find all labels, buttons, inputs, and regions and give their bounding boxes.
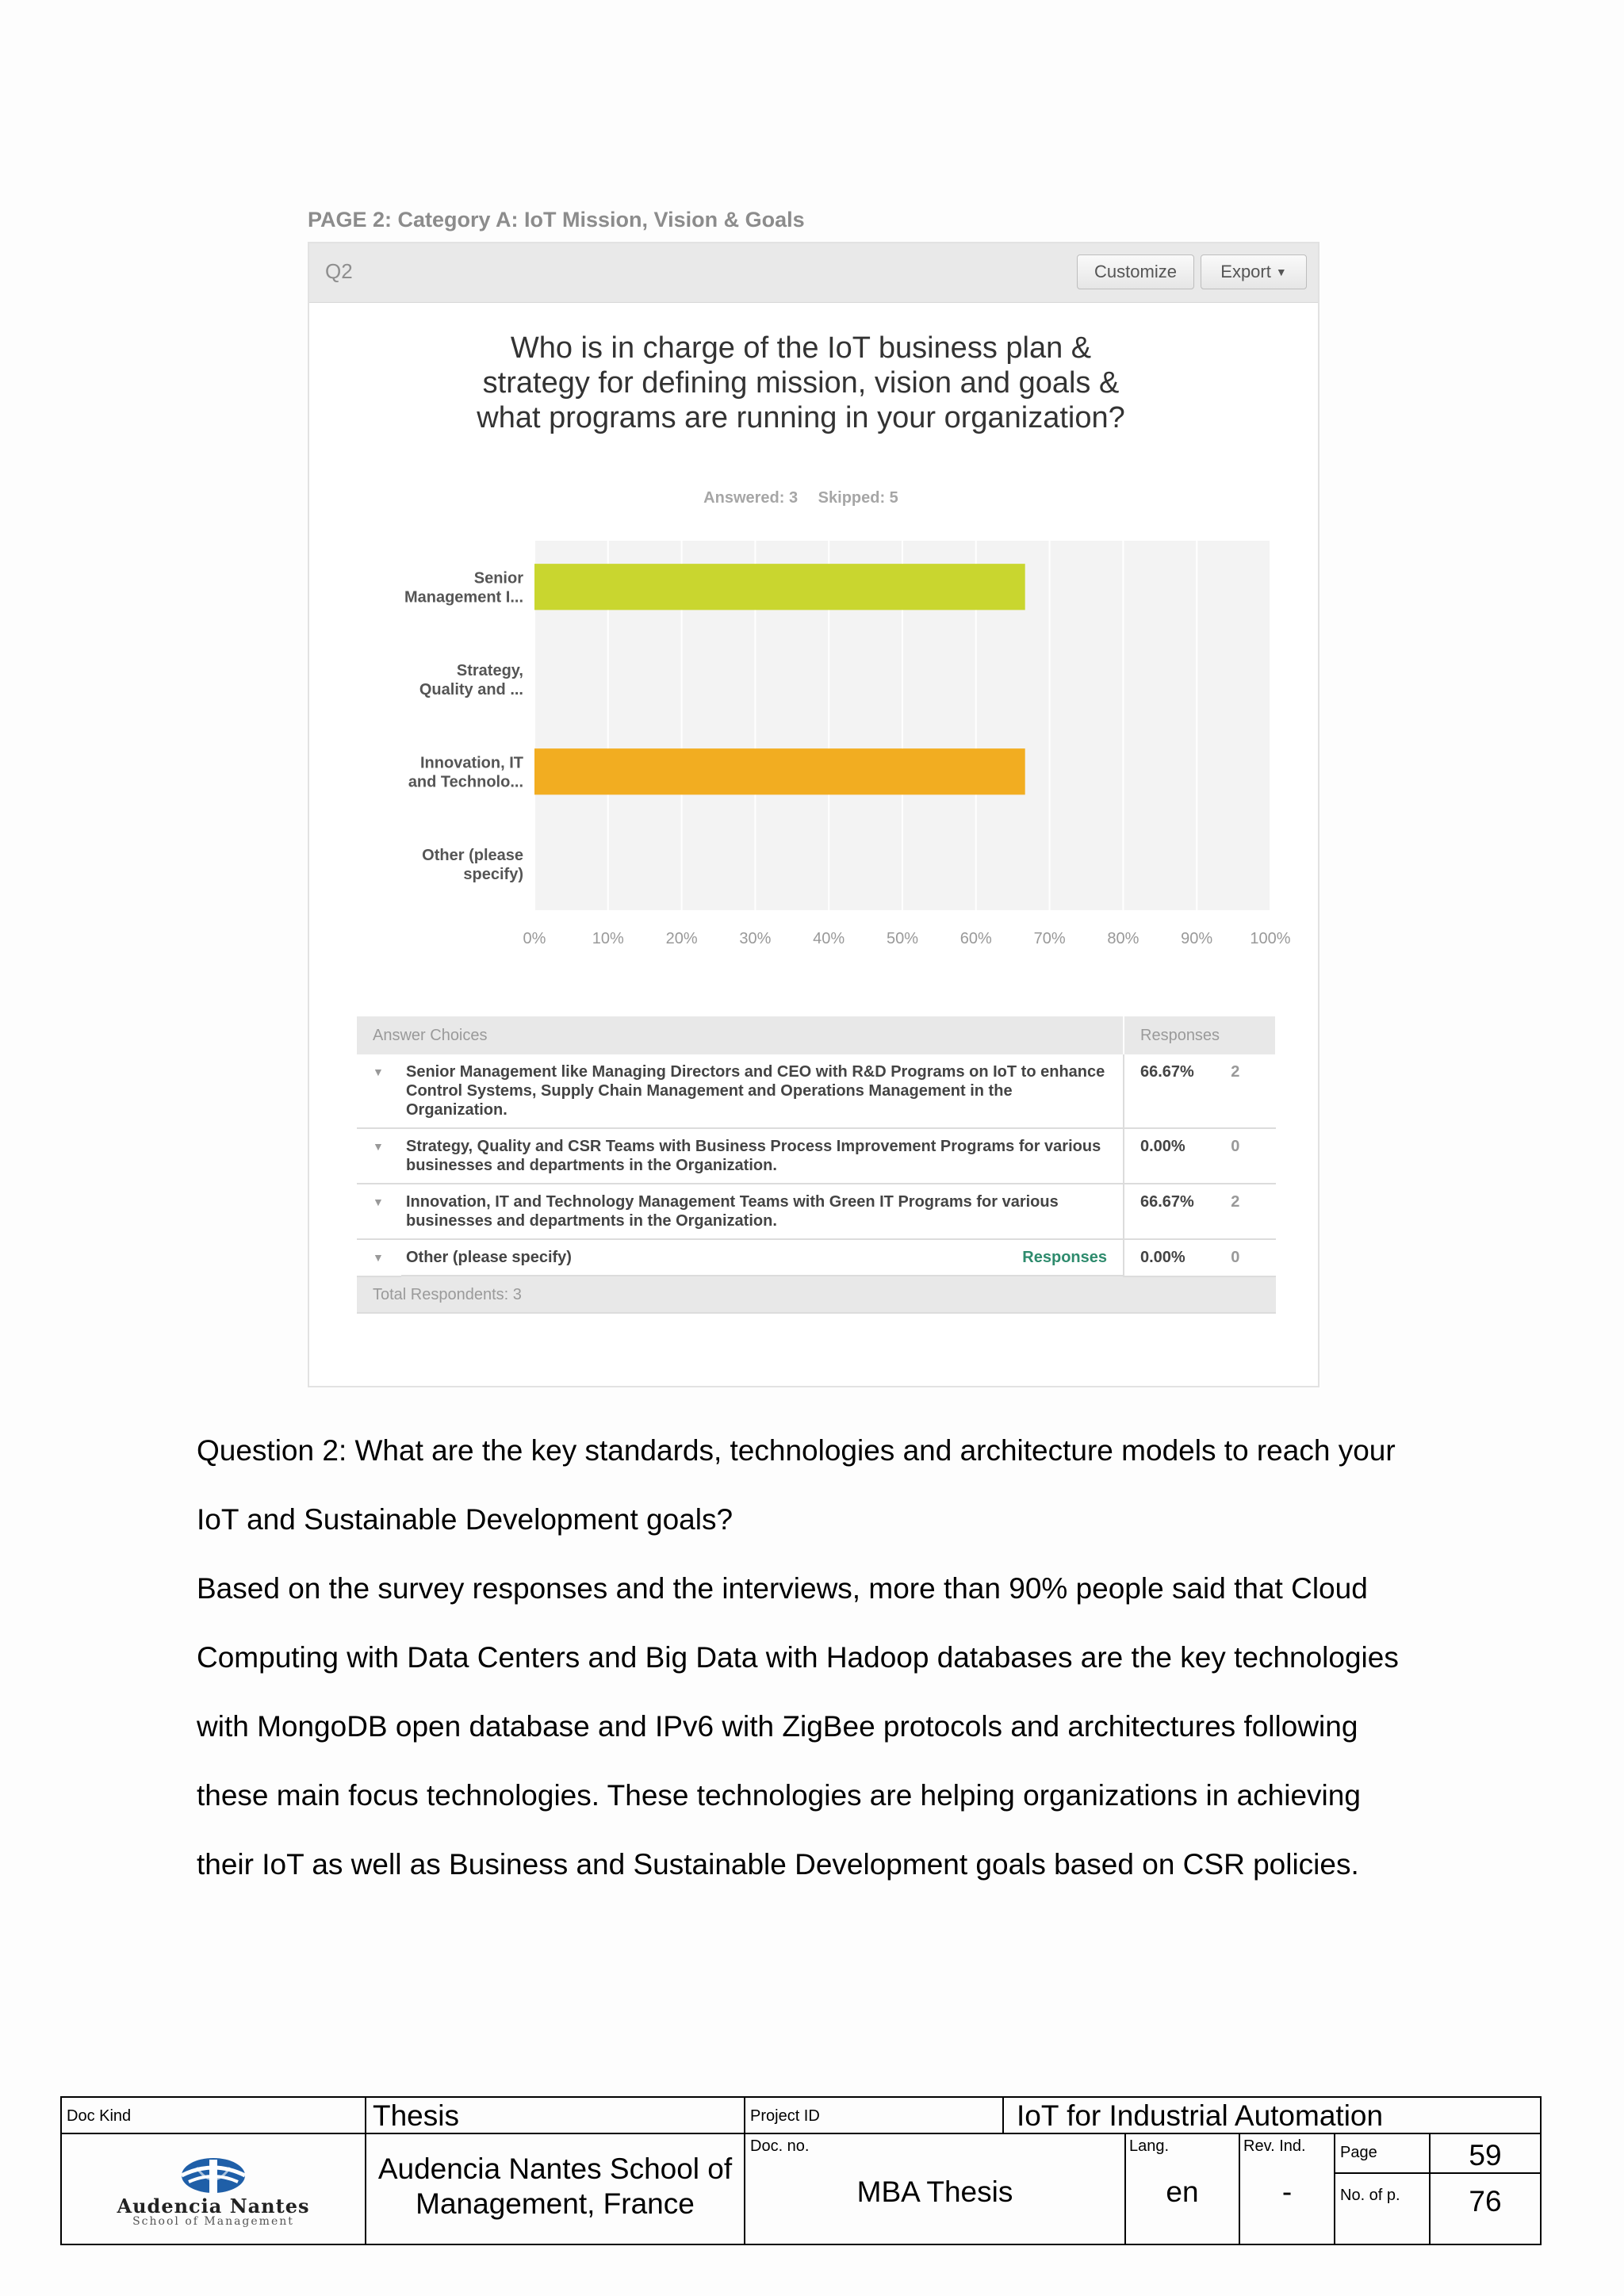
answer-choice: Strategy, Quality and CSR Teams with Business Process Improvement Programs for various businesses and departments in the Organization. [401,1128,1124,1184]
response-count: 2 [1226,1184,1276,1239]
x-tick-label: 80% [1107,930,1139,947]
total-respondents: Total Respondents: 3 [357,1276,1276,1313]
expand-arrow-icon[interactable]: ▼ [357,1054,401,1128]
y-category-label: Strategy, Quality and ... [419,661,523,698]
lang-value: en [1166,2175,1199,2208]
expand-arrow-icon[interactable]: ▼ [357,1128,401,1184]
response-count: 0 [1226,1128,1276,1184]
document-footer-table [60,2096,1542,2245]
audencia-logo [62,2136,365,2244]
table-row [357,1239,1276,1276]
table-row [357,1184,1276,1239]
question-title: Who is in charge of the IoT business plan & strategy for defining mission, vision and goals & what programs are running in your organization? [477,331,1125,434]
doc-no-value: MBA Thesis [856,2175,1013,2208]
rev-value: - [1281,2175,1293,2208]
responses-link[interactable]: Responses [1022,1249,1107,1266]
answer-choice: Innovation, IT and Technology Management Teams with Green IT Programs for various businesses and departments in the Organization. [401,1184,1124,1239]
bar-chart [309,243,1318,1004]
footer-divider [1334,2172,1540,2174]
footer-divider [62,2133,1540,2134]
footer-divider [744,2098,745,2244]
answer-choice: Senior Management like Managing Directors and CEO with R&D Programs on IoT to enhance Control Systems, Supply Chain Management and Operations Management in the Organization. [401,1054,1124,1128]
answered-count: Answered: 3 [703,489,799,507]
export-label: Export [1220,262,1271,281]
customize-label: Customize [1094,262,1177,281]
organization-line: Management, France [416,2187,695,2220]
response-percent: 66.67% [1124,1054,1226,1128]
response-count: 2 [1226,1054,1276,1128]
body-line: IoT and Sustainable Development goals? [197,1503,733,1536]
body-line: their IoT as well as Business and Sustainable Development goals based on CSR policies. [197,1848,1359,1881]
body-line: these main focus technologies. These technologies are helping organizations in achieving [197,1779,1361,1812]
skipped-count: Skipped: 5 [818,489,898,507]
bar [534,564,1025,610]
pages-label: No. of p. [1340,2187,1400,2204]
table-total-row [357,1276,1276,1313]
x-tick-label: 10% [592,930,624,947]
body-line: Based on the survey responses and the interviews, more than 90% people said that Cloud [197,1572,1368,1605]
body-line: with MongoDB open database and IPv6 with ZigBee protocols and architectures following [197,1710,1358,1743]
doc-kind-label: Doc Kind [67,2107,132,2125]
footer-divider [1334,2133,1335,2244]
question-number: Q2 [325,259,353,283]
table-row [357,1128,1276,1184]
answer-choice-cell [401,1240,1123,1276]
body-line: Computing with Data Centers and Big Data with Hadoop databases are the key technologies [197,1641,1399,1674]
doc-kind-value: Thesis [373,2099,459,2132]
footer-divider [1002,2098,1004,2133]
bar [534,748,1025,794]
answer-choice: Other (please specify) [406,1249,572,1266]
organization-line: Audencia Nantes School of [377,2152,733,2185]
y-category-label: Other (please specify) [422,846,523,883]
x-tick-label: 100% [1250,930,1291,947]
logo-text: Audencia Nantes [117,2195,310,2218]
project-id-label: Project ID [750,2107,820,2125]
answer-table [357,1016,1277,1314]
response-percent: 66.67% [1124,1184,1226,1239]
y-category-label: Innovation, IT and Technolo... [408,754,523,791]
survey-page-heading: PAGE 2: Category A: IoT Mission, Vision & Goals [308,208,805,232]
expand-arrow-icon[interactable]: ▼ [357,1184,401,1239]
doc-no-label: Doc. no. [750,2137,810,2155]
rev-label: Rev. Ind. [1243,2137,1306,2155]
response-percent: 0.00% [1124,1128,1226,1184]
page-label: Page [1340,2144,1377,2161]
organization-name [366,2152,744,2221]
x-tick-label: 40% [813,930,845,947]
response-percent: 0.00% [1124,1239,1226,1276]
x-tick-label: 70% [1033,930,1066,947]
caret-down-icon: ▼ [1275,266,1287,278]
x-tick-label: 0% [523,930,546,947]
logo-subtext: School of Management [132,2215,294,2228]
x-tick-label: 90% [1181,930,1213,947]
x-tick-label: 50% [886,930,919,947]
project-id-value: IoT for Industrial Automation [1017,2099,1384,2132]
total-pages: 76 [1469,2185,1502,2218]
y-category-label: Senior Management I... [404,569,523,607]
x-tick-label: 30% [739,930,772,947]
body-line: Question 2: What are the key standards, technologies and architecture models to reach your [197,1434,1396,1467]
header-answer-choices[interactable]: Answer Choices [357,1016,1124,1054]
lang-label: Lang. [1129,2137,1170,2155]
x-tick-label: 20% [665,930,698,947]
header-responses[interactable]: Responses [1124,1016,1276,1054]
response-count: 0 [1226,1239,1276,1276]
survey-question-panel [308,242,1320,1387]
x-tick-label: 60% [959,930,992,947]
table-row [357,1054,1276,1128]
expand-arrow-icon[interactable]: ▼ [357,1239,401,1276]
page-number: 59 [1469,2139,1502,2172]
